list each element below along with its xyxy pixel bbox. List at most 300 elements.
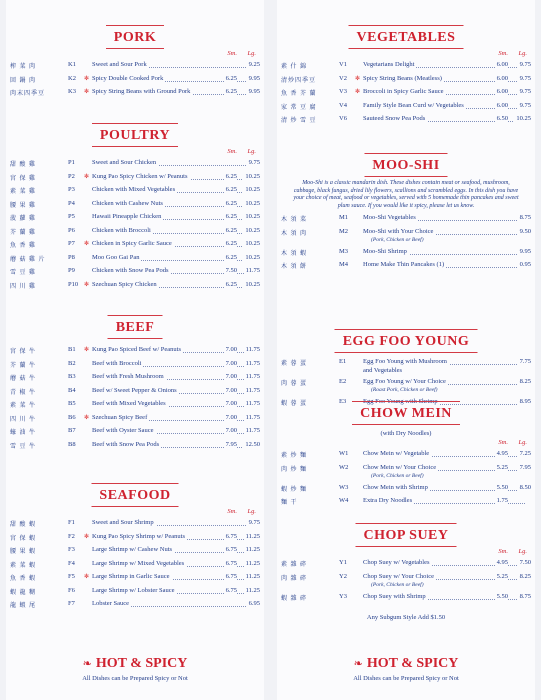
- item-name: Chow Mein with Shrimp: [363, 483, 428, 491]
- chinese-name: 素 炒 麵: [281, 453, 308, 459]
- item-code: Y3: [339, 592, 347, 600]
- price-large: 0.95: [519, 261, 531, 268]
- price-small: 7.50: [225, 267, 237, 274]
- spicy-icon: ✻: [84, 89, 90, 95]
- item-code: P3: [68, 186, 75, 193]
- item-name: Moo-Shi Shrimp: [363, 247, 407, 255]
- chinese-name: 宮 保 牛: [10, 349, 37, 355]
- menu-item: [277, 497, 535, 511]
- chinese-name: 腰 果 蝦: [10, 549, 37, 555]
- hot-spicy-footer: ❧ HOT & SPICY All Dishes can be Prepared Spicy or Not: [353, 656, 459, 682]
- chinese-name: 素 菜 牛: [10, 403, 37, 409]
- item-name: Family Style Bean Curd w/ Vegetables: [363, 101, 464, 109]
- item-name: Szechuan Spicy Chicken: [92, 280, 157, 288]
- left-column: [6, 0, 264, 700]
- section-title: PORK: [113, 30, 157, 45]
- vegetables-list: [277, 61, 535, 129]
- item-name: Sweet and Sour Chicken: [92, 159, 157, 166]
- menu-item: [6, 546, 264, 560]
- price-small: 6.00: [496, 74, 508, 82]
- chinese-name: 雪 豆 牛: [10, 443, 37, 450]
- item-code: E1: [339, 358, 347, 365]
- chop-suey-section: CHOP SUEY Sm. Lg. 素 雜 碎 Y1 Chop Suey w/ Vegetables 4.95 7.50 肉 雜 碎 Y2 Chop Suey w/ Your Choice 5.25 8.25 (Pork, Chicken or Beef) 蝦 雜 碎 Y3 Chop Suey with Shrimp 5.50 8.75 Any Subgum Style Add $1.50: [277, 526, 535, 621]
- price-small: 7.00: [225, 427, 237, 434]
- price-small: 6.25: [225, 88, 237, 95]
- item-name: Spicy String Beans (Meatless): [363, 74, 442, 82]
- chop-suey-list: [277, 559, 535, 606]
- item-name: Beef w/ Sweet Pepper & Onions: [92, 386, 177, 394]
- hot-spicy-footer: ❧ HOT & SPICY All Dishes can be Prepared Spicy or Not: [82, 656, 188, 682]
- item-name: Chop Suey with Shrimp: [363, 592, 426, 600]
- item-code: V6: [339, 115, 347, 122]
- item-code: F7: [68, 600, 75, 607]
- item-name: Large Shrimp w/ Mixed Vegetables: [92, 559, 185, 567]
- price-large: 6.95: [248, 600, 260, 607]
- spicy-icon: ✻: [355, 89, 361, 95]
- chinese-name: 素 雜 碎: [281, 562, 308, 568]
- item-name: Hawaii Pineapple Chicken: [92, 213, 162, 220]
- spicy-icon: ✻: [84, 241, 90, 247]
- price-large: 11.75: [245, 359, 260, 367]
- item-code: P8: [68, 253, 75, 261]
- chinese-name: 四 川 雞: [10, 283, 37, 290]
- menu-item: [277, 61, 535, 75]
- menu-item: [6, 387, 264, 401]
- item-name: Beef with Mixed Vegetables: [92, 400, 166, 407]
- item-name: Moo Goo Gai Pan: [92, 253, 140, 261]
- price-small: 6.25: [225, 253, 237, 261]
- menu-item: [6, 414, 264, 428]
- chinese-name: 素 菜 雞: [10, 189, 37, 195]
- price-small: 7.00: [225, 346, 237, 353]
- chow-mein-section: CHOW MEIN (with Dry Noodles) Sm. Lg. 素 炒 麵 W1 Chow Mein w/ Vegetable 4.95 7.25 肉 炒 麵 W2 Chow Mein w/ Your Choice 5.25 7.95 (Pork, Chicken or Beef) 蝦 炒 麵 W3 Chow Mein with Shrimp 5.50 8.50 麵 干 W4 Extra Dry Noodles 1.75: [277, 404, 535, 511]
- price-large: 9.75: [519, 101, 531, 109]
- menu-item: [6, 427, 264, 441]
- menu-item: [6, 573, 264, 587]
- menu-item: [277, 484, 535, 498]
- item-name-line2: and Vegetables: [363, 367, 403, 374]
- item-name: Sweet and Sour Pork: [92, 61, 147, 68]
- price-large: 11.25: [245, 546, 260, 553]
- menu-item: [6, 254, 264, 268]
- item-code: P6: [68, 226, 75, 234]
- menu-item: [6, 200, 264, 214]
- item-code: M1: [339, 214, 349, 221]
- price-large: 12.50: [245, 440, 260, 448]
- menu-item: [6, 600, 264, 614]
- price-large: 11.25: [245, 586, 260, 594]
- menu-item: [6, 346, 264, 360]
- seafood-list: [6, 519, 264, 614]
- section-title: EGG FOO YOUNG: [342, 334, 470, 349]
- price-large: 9.75: [519, 61, 531, 68]
- moo-shi-list: [277, 214, 535, 275]
- chinese-name: 素 菜 蝦: [10, 562, 37, 569]
- item-code: V2: [339, 74, 347, 82]
- item-note: (Roast Pork, Chicken or Beef): [371, 387, 438, 393]
- item-code: K2: [68, 74, 76, 82]
- chinese-name: 木 須 蝦: [281, 250, 308, 257]
- price-large: 10.25: [245, 280, 260, 288]
- item-name: Spicy String Beans with Ground Pork: [92, 88, 191, 95]
- item-code: V4: [339, 101, 347, 109]
- item-name: Beef with Broccoli: [92, 359, 142, 367]
- item-code: M2: [339, 227, 349, 235]
- menu-item: [277, 115, 535, 129]
- price-small: 7.00: [225, 359, 237, 367]
- item-code: B2: [68, 359, 76, 367]
- item-note: (Pork, Chicken or Beef): [371, 472, 424, 479]
- item-code: K3: [68, 88, 76, 95]
- item-code: B4: [68, 386, 76, 394]
- chow-mein-subtitle: (with Dry Noodles): [380, 430, 432, 437]
- item-note: (Pork, Chicken or Beef): [371, 581, 424, 588]
- menu-item: [277, 261, 535, 275]
- price-small: 4.95: [496, 559, 508, 566]
- chinese-name: 清炒四季豆: [281, 77, 317, 84]
- price-small: 6.75: [225, 586, 237, 594]
- item-name: Lobster Sauce: [92, 600, 130, 607]
- menu-item: [277, 102, 535, 116]
- spicy-icon: ✻: [84, 173, 90, 180]
- price-large: 7.50: [519, 559, 531, 566]
- chinese-name: 魚 香 芥 蘭: [281, 91, 317, 97]
- price-small: 6.50: [496, 115, 508, 122]
- menu-item: [6, 519, 264, 533]
- item-code: P2: [68, 172, 75, 180]
- chinese-name: 雪 豆 雞: [10, 270, 37, 276]
- menu-item: [277, 248, 535, 262]
- price-large: 7.75: [519, 358, 531, 365]
- price-large: 10.25: [245, 199, 260, 207]
- price-large: 8.75: [519, 214, 531, 221]
- item-code: M3: [339, 247, 349, 255]
- chinese-name: 素 蓉 蛋: [281, 361, 308, 367]
- section-title: VEGETABLES: [356, 30, 456, 45]
- price-large: 11.75: [245, 346, 260, 353]
- menu-item: [6, 75, 264, 89]
- price-large: 9.95: [248, 88, 260, 95]
- chinese-name: 芥 蘭 牛: [10, 362, 37, 369]
- item-code: B5: [68, 400, 76, 407]
- item-code: B7: [68, 427, 76, 434]
- item-code: E2: [339, 378, 347, 385]
- spicy-icon: ✻: [84, 533, 90, 540]
- chinese-name: 蘑 菇 牛: [10, 376, 37, 382]
- menu-item: [277, 573, 535, 593]
- item-code: V3: [339, 88, 347, 95]
- item-name: Vegetarians Delight: [363, 61, 415, 68]
- section-title: BEEF: [115, 320, 155, 335]
- price-large: 8.50: [519, 483, 531, 491]
- chinese-name: 魚 香 雞: [10, 243, 37, 249]
- menu-item: [6, 267, 264, 281]
- price-large: 9.95: [248, 74, 260, 82]
- item-code: Y1: [339, 559, 347, 566]
- chow-mein-list: [277, 450, 535, 511]
- item-name: Beef with Fresh Mushroom: [92, 373, 164, 380]
- menu-item: [6, 240, 264, 254]
- chinese-name: 肉 炒 麵: [281, 466, 308, 473]
- price-large: 11.75: [245, 373, 260, 380]
- price-large: 11.75: [245, 400, 260, 407]
- item-code: F4: [68, 559, 75, 567]
- chinese-name: 蘑 菇 雞 片: [10, 256, 46, 263]
- price-small: 6.25: [225, 280, 237, 288]
- price-large: 10.25: [245, 253, 260, 261]
- item-code: Y2: [339, 572, 347, 580]
- item-code: W1: [339, 450, 349, 457]
- chinese-name: 木 須 肉: [281, 230, 308, 237]
- item-name: Sweet and Sour Shrimp: [92, 519, 154, 526]
- price-large: 7.25: [519, 450, 531, 457]
- menu-item: [6, 61, 264, 75]
- item-name: Chop Suey w/ Your Choice: [363, 572, 434, 580]
- chinese-name: 蝦 雜 碎: [281, 595, 308, 602]
- spicy-icon: ✻: [84, 75, 90, 82]
- price-large: 9.95: [519, 247, 531, 255]
- item-name: Egg Foo Young w/ Your Choice: [363, 378, 446, 385]
- section-title: MOO-SHI: [372, 158, 440, 173]
- section-title: CHOW MEIN: [360, 406, 452, 421]
- chinese-name: 菠 蘿 雞: [10, 216, 37, 222]
- menu-item: [6, 88, 264, 102]
- chinese-name: 龍 蝦 尾: [10, 603, 37, 609]
- beef-list: [6, 346, 264, 454]
- chinese-name: 榨 菜 肉: [10, 64, 37, 70]
- menu-item: [277, 378, 535, 398]
- chinese-name: 木 須 菜: [281, 217, 308, 223]
- chinese-name: 腰 果 雞: [10, 202, 37, 209]
- item-code: E3: [339, 398, 347, 405]
- price-large: 11.25: [245, 532, 260, 540]
- spicy-icon: ✻: [84, 414, 90, 421]
- chinese-name: 蝦 炒 麵: [281, 486, 308, 493]
- item-code: P4: [68, 199, 75, 207]
- price-large: 11.25: [245, 573, 260, 580]
- chinese-name: 魚 香 蝦: [10, 576, 37, 582]
- menu-item: [277, 214, 535, 228]
- chinese-name: 宮 保 蝦: [10, 535, 37, 542]
- item-code: F5: [68, 573, 75, 580]
- price-small: 5.25: [496, 572, 508, 580]
- price-large: 11.75: [245, 386, 260, 394]
- price-small: 4.95: [496, 450, 508, 457]
- chinese-name: 蝦 蓉 蛋: [281, 401, 308, 407]
- item-name: Large Shrimp w/ Cashew Nuts: [92, 546, 173, 553]
- item-code: P7: [68, 240, 75, 247]
- price-large: 9.75: [519, 88, 531, 95]
- menu-item: [277, 559, 535, 573]
- item-code: P1: [68, 159, 75, 166]
- item-code: F2: [68, 532, 75, 540]
- spicy-icon: ✻: [355, 75, 361, 82]
- price-small: 7.00: [225, 373, 237, 380]
- price-small: 5.50: [496, 483, 508, 491]
- item-code: B6: [68, 413, 76, 421]
- chili-pepper-icon: ❧: [82, 658, 92, 670]
- section-title: POULTRY: [99, 128, 171, 143]
- price-large: 9.75: [248, 159, 260, 166]
- price-large: 10.25: [245, 172, 260, 180]
- item-name: Chicken with Snow Pea Pods: [92, 267, 169, 274]
- price-small: 6.25: [225, 172, 237, 180]
- item-note: (Pork, Chicken or Beef): [371, 236, 424, 243]
- item-code: P9: [68, 267, 75, 274]
- price-small: 6.00: [496, 101, 508, 109]
- price-small: 5.25: [496, 463, 508, 471]
- section-title: CHOP SUEY: [363, 528, 449, 543]
- item-name: Broccoli in Spicy Garlic Sauce: [363, 88, 444, 95]
- item-code: W3: [339, 483, 349, 491]
- price-large: 8.25: [519, 378, 531, 385]
- menu-item: [6, 227, 264, 241]
- chinese-name: 肉 雜 碎: [281, 575, 308, 582]
- item-name: Moo-Shi Vegetables: [363, 214, 416, 221]
- menu-item: [277, 358, 535, 378]
- chinese-name: 四 川 牛: [10, 416, 37, 423]
- item-name: Egg Foo Young with Mushroom: [363, 358, 447, 365]
- section-title: SEAFOOD: [99, 488, 171, 503]
- spicy-icon: ✻: [84, 574, 90, 580]
- chinese-name: 青 椒 牛: [10, 389, 37, 396]
- item-name: Chow Mein w/ Your Choice: [363, 463, 437, 471]
- moo-shi-description: Moo-Shi is a classic mandarin dish. These dishes contain meat or seafood, mushroom, cabbage, black fungus, dried lily flowers, scallions and scrambled eggs. In this dish you have your choice of meat, seafood or vegetables, served with 5 homemade thin pancakes and sweet plum sauce. If you would like it spicy, please let us know.: [293, 180, 519, 209]
- moo-shi-section: [277, 156, 535, 275]
- item-name: Chicken with Cashew Nuts: [92, 199, 163, 207]
- price-large: 8.75: [519, 592, 531, 600]
- spicy-icon: ✻: [84, 347, 90, 353]
- price-large: 10.25: [245, 186, 260, 193]
- chinese-name: 肉 蓉 蛋: [281, 381, 308, 387]
- menu-item: [277, 75, 535, 89]
- menu-item: [277, 450, 535, 464]
- price-small: 7.00: [225, 413, 237, 421]
- item-code: B3: [68, 373, 76, 380]
- item-code: F3: [68, 546, 75, 553]
- price-large: 10.25: [245, 226, 260, 234]
- right-column: [277, 0, 535, 700]
- price-small: 6.00: [496, 61, 508, 68]
- item-code: V1: [339, 61, 347, 68]
- item-code: F1: [68, 519, 75, 526]
- menu-item: [6, 400, 264, 414]
- price-large: 8.95: [519, 398, 531, 405]
- vegetables-section: VEGETABLES Sm. Lg. 素 什 錦 V1 Vegetarians Delight 6.00 9.75 清炒四季豆 V2 ✻ Spicy String Beans (Meatless) 6.00 9.75 魚 香 芥 蘭 V3 ✻ Broccoli in Spicy Garlic Sauce 6.00 9.75 家 常 豆 腐 V4 Family Style Bean Curd w/ Vegetables 6.00 9.75 清 炒 雪 豆 V6 Sauteed Snow Pea Pods 6.50 10.25: [277, 28, 535, 129]
- egg-foo-young-section: [277, 332, 535, 412]
- item-name: Extra Dry Noodles: [363, 497, 413, 504]
- price-large: 11.75: [245, 413, 260, 421]
- price-small: 6.25: [225, 74, 237, 82]
- item-name: Chop Suey w/ Vegetables: [363, 559, 430, 566]
- subgum-note: Any Subgum Style Add $1.50: [366, 614, 446, 621]
- chinese-name: 素 什 錦: [281, 64, 308, 70]
- chinese-name: 蝦 龍 糊: [10, 589, 37, 596]
- price-small: 6.75: [225, 559, 237, 567]
- pork-section: PORK Sm. Lg. 榨 菜 肉 K1 Sweet and Sour Pork 9.25 回 鍋 肉 K2 ✻ Spicy Double Cooked Pork 6.25 9.95 肉末四季豆 K3 ✻ Spicy String Beans with Ground Pork 6.25 9.95: [6, 28, 264, 102]
- seafood-section: SEAFOOD Sm. Lg. 甜 酸 蝦 F1 Sweet and Sour Shrimp 9.75 宮 保 蝦 F2 ✻ Kung Pao Spicy Shrimp w/ Peanuts 6.75 11.25 腰 果 蝦 F3 Large Shrimp w/ Cashew Nuts 6.75 11.25 素 菜 蝦 F4 Large Shrimp w/ Mixed Vegetables 6.75 11.25 魚 香 蝦 F5 ✻ Large Shrimp in Garlic Sauce 6.75 11.25 蝦 龍 糊 F6 Large Shrimp w/ Lobster Sauce 6.75 11.25 龍 蝦 尾 F7 Lobster Sauce 6.95: [6, 486, 264, 614]
- menu-item: [6, 159, 264, 173]
- chinese-name: 宮 保 雞: [10, 175, 37, 182]
- item-code: B8: [68, 440, 76, 448]
- price-small: 6.25: [225, 240, 237, 247]
- price-small: 6.25: [225, 213, 237, 220]
- item-name: Beef with Snow Pea Pods: [92, 440, 160, 448]
- item-name: Kung Pao Spicy Shrimp w/ Peanuts: [92, 532, 185, 540]
- item-name: Sauteed Snow Pea Pods: [363, 115, 426, 122]
- pork-list: [6, 61, 264, 102]
- item-name: Moo-Shi with Your Choice: [363, 227, 434, 235]
- price-small: 6.00: [496, 88, 508, 95]
- menu-item: [6, 560, 264, 574]
- poultry-section: POULTRY Sm. Lg. 甜 酸 雞 P1 Sweet and Sour Chicken 9.75 宮 保 雞 P2 ✻ Kung Pao Spicy Chicken w/ Peanuts 6.25 10.25 素 菜 雞 P3 Chicken with Mixed Vegetables 6.25 10.25 腰 果 雞 P4 Chicken with Cashew Nuts 6.25 10.25 菠 蘿 雞 P5 Hawaii Pineapple Chicken 6.25 10.25 芥 蘭 雞 P6 Chicken with Broccoli 6.25 10.25 魚 香 雞 P7 ✻ Chicken in Spicy Garlic Sauce 6.25 10.25 蘑 菇 雞 片 P8 Moo Goo Gai Pan 6.25 10.25 雪 豆 雞 P9 Chicken with Snow Pea Pods 7.50 11.75 四 川 雞 P10 ✻ Szechuan Spicy Chicken 6.25 10.25: [6, 126, 264, 294]
- price-small: 7.95: [225, 440, 237, 448]
- price-large: 9.75: [519, 74, 531, 82]
- chinese-name: 木 須 餅: [281, 264, 308, 270]
- chinese-name: 家 常 豆 腐: [281, 104, 317, 111]
- price-small: 6.75: [225, 573, 237, 580]
- item-code: W4: [339, 497, 349, 504]
- item-code: M4: [339, 261, 349, 268]
- price-small: 6.75: [225, 546, 237, 553]
- menu-item: [277, 88, 535, 102]
- price-small: 1.75: [496, 497, 508, 504]
- item-name: Home Make Thin Pancakes (1): [363, 261, 445, 268]
- menu-item: [6, 587, 264, 601]
- menu-item: [277, 228, 535, 248]
- menu-item: [6, 360, 264, 374]
- item-code: P10: [68, 280, 79, 288]
- menu-item: [277, 593, 535, 607]
- price-large: 9.50: [519, 227, 531, 235]
- menu-item: [6, 213, 264, 227]
- chinese-name: 麵 干: [281, 500, 298, 506]
- item-name: Large Shrimp w/ Lobster Sauce: [92, 586, 175, 594]
- price-large: 10.25: [245, 240, 260, 247]
- price-large: 7.95: [519, 463, 531, 471]
- item-name: Kung Pao Spicy Chicken w/ Peanuts: [92, 172, 188, 180]
- item-code: P5: [68, 213, 75, 220]
- item-name: Szechuan Spicy Beef: [92, 413, 148, 421]
- item-code: W2: [339, 463, 349, 471]
- price-small: 7.00: [225, 386, 237, 394]
- chinese-name: 芥 蘭 雞: [10, 229, 37, 236]
- chinese-name: 蠔 油 牛: [10, 430, 37, 436]
- chinese-name: 甜 酸 雞: [10, 162, 37, 168]
- menu-item: [6, 441, 264, 455]
- price-large: 9.75: [248, 519, 260, 526]
- item-name: Kung Pao Spiced Beef w/ Peanuts: [92, 346, 182, 353]
- menu-item: [6, 373, 264, 387]
- chinese-name: 回 鍋 肉: [10, 77, 37, 84]
- item-name: Large Shrimp in Garlic Sauce: [92, 573, 170, 580]
- item-name: Chicken with Broccoli: [92, 226, 151, 234]
- menu-item: [6, 186, 264, 200]
- price-large: 8.25: [519, 572, 531, 580]
- item-code: B1: [68, 346, 76, 353]
- chili-pepper-icon: ❧: [353, 658, 363, 670]
- item-name: Spicy Double Cooked Pork: [92, 74, 164, 82]
- menu-item: [6, 281, 264, 295]
- spicy-icon: ✻: [84, 281, 90, 288]
- price-large: 11.75: [245, 427, 260, 434]
- item-code: F6: [68, 586, 75, 594]
- price-large: 11.25: [245, 559, 260, 567]
- price-large: 11.75: [245, 267, 260, 274]
- chinese-name: 清 炒 雪 豆: [281, 118, 317, 124]
- item-name: Chicken with Mixed Vegetables: [92, 186, 176, 193]
- price-large: 10.25: [516, 115, 531, 122]
